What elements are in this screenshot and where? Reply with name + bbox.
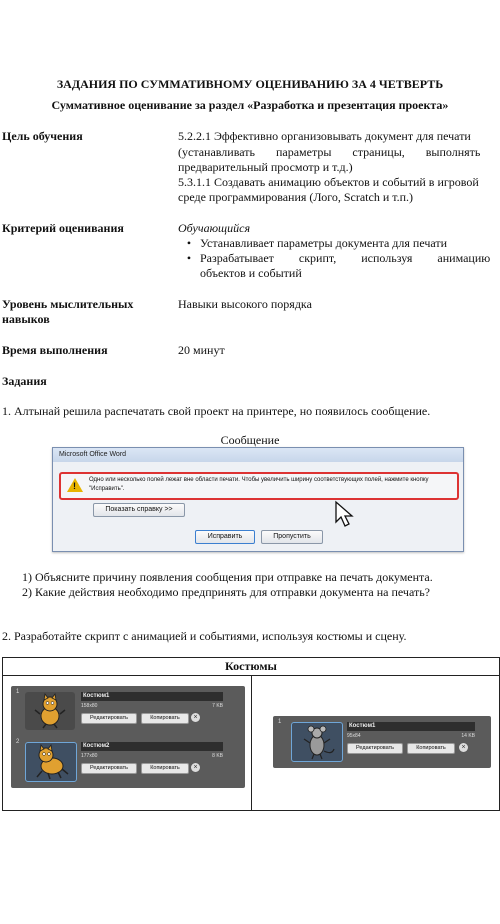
costume-size: 7 KB	[212, 703, 223, 709]
criteria-item	[178, 236, 447, 251]
criteria-item-text: Устанавливает параметры документа для печати	[200, 236, 448, 250]
criteria-item	[178, 251, 490, 266]
copy-button[interactable]: Копировать	[141, 713, 189, 724]
costume-dims: 177x80	[81, 753, 98, 759]
delete-icon[interactable]: ×	[191, 713, 200, 722]
costumes-header: Костюмы	[3, 658, 499, 676]
costume-card[interactable]	[13, 738, 241, 786]
costume-name: Костюм1	[81, 692, 223, 701]
copy-button[interactable]: Копировать	[407, 743, 455, 754]
tasks-heading: Задания	[2, 374, 47, 388]
table-divider	[251, 675, 252, 810]
criteria-item-text: Разрабатывает скрипт, используя анимацию	[200, 251, 491, 265]
criteria-item-cont: объектов и событий	[200, 266, 302, 280]
show-help-button[interactable]: Показать справку >>	[93, 503, 185, 517]
mouse-sprite-icon	[292, 723, 342, 761]
costume-info	[81, 703, 223, 709]
goal-line-4: 5.3.1.1 Создавать анимацию объектов и событий в игровой	[178, 175, 479, 189]
level-label: Уровень мыслительных	[2, 297, 134, 311]
costume-number: 2	[16, 739, 20, 745]
skip-button[interactable]: Пропустить	[261, 530, 323, 544]
costume-thumbnail	[25, 692, 75, 730]
edit-button[interactable]: Редактировать	[81, 713, 137, 724]
goal-label: Цель обучения	[2, 129, 83, 143]
criteria-intro: Обучающийся	[178, 221, 251, 235]
delete-icon[interactable]: ×	[191, 763, 200, 772]
costume-panel-mouse	[273, 716, 491, 768]
costume-size: 14 KB	[461, 733, 475, 739]
warning-icon: !	[67, 478, 83, 492]
dialog-message-box	[59, 472, 459, 500]
costume-card[interactable]	[275, 718, 489, 766]
page-title: ЗАДАНИЯ ПО СУММАТИВНОМУ ОЦЕНИВАНИЮ ЗА 4 ЧЕТВЕРТЬ	[56, 77, 444, 91]
costume-size: 8 KB	[212, 753, 223, 759]
cat-sprite-icon	[26, 743, 76, 781]
costume-panel-cat	[11, 686, 245, 788]
level-label-2: навыков	[2, 312, 50, 326]
costume-thumbnail	[291, 722, 343, 762]
bullet-icon: •	[186, 251, 192, 265]
goal-line-2: (устанавливать параметры страницы, выполнять	[178, 145, 481, 159]
costume-info	[81, 753, 223, 759]
bullet-icon: •	[186, 236, 192, 250]
goal-line-5: среде программирования (Лого, Scratch и т.п.)	[178, 190, 414, 204]
figure-caption: Сообщение	[220, 433, 280, 447]
question-1: 1) Объясните причину появления сообщения при отправке на печать документа.	[22, 570, 433, 584]
costume-info	[347, 733, 475, 739]
costume-dims: 158x80	[81, 703, 98, 709]
dialog-message: Одно или несколько полей лежат вне области печати. Чтобы увеличить ширину соответствующих полей, нажмите кнопку "Исправить".	[89, 477, 429, 492]
costume-dims: 95x84	[347, 733, 361, 739]
edit-button[interactable]: Редактировать	[347, 743, 403, 754]
costume-name: Костюм1	[347, 722, 475, 731]
word-dialog	[52, 447, 464, 552]
dialog-title: Microsoft Office Word	[53, 448, 463, 462]
goal-line-1: 5.2.2.1 Эффективно организовывать документ для печати	[178, 129, 471, 143]
copy-button[interactable]: Копировать	[141, 763, 189, 774]
costume-number: 1	[278, 719, 282, 725]
costume-name: Костюм2	[81, 742, 223, 751]
edit-button[interactable]: Редактировать	[81, 763, 137, 774]
delete-icon[interactable]: ×	[459, 743, 468, 752]
task-1-text: 1. Алтынай решила распечатать свой проект на принтере, но появилось сообщение.	[2, 404, 431, 418]
criteria-label: Критерий оценивания	[2, 221, 124, 235]
costume-card[interactable]	[13, 688, 241, 736]
mouse-pointer-icon	[334, 500, 358, 528]
page-subtitle: Суммативное оценивание за раздел «Разработка и презентация проекта»	[51, 98, 449, 112]
time-label: Время выполнения	[2, 343, 108, 357]
level-value: Навыки высокого порядка	[178, 297, 312, 311]
cat-sprite-icon	[25, 692, 75, 730]
question-2: 2) Какие действия необходимо предпринять для отправки документа на печать?	[22, 585, 431, 599]
costumes-table	[2, 657, 500, 811]
time-value: 20 минут	[178, 343, 225, 357]
costume-thumbnail	[25, 742, 77, 782]
goal-line-3: предварительный просмотр и т.д.)	[178, 160, 353, 174]
costume-number: 1	[16, 689, 20, 695]
task-2-text: 2. Разработайте скрипт с анимацией и событиями, используя костюмы и сцену.	[2, 629, 407, 643]
fix-button[interactable]: Исправить	[195, 530, 255, 544]
